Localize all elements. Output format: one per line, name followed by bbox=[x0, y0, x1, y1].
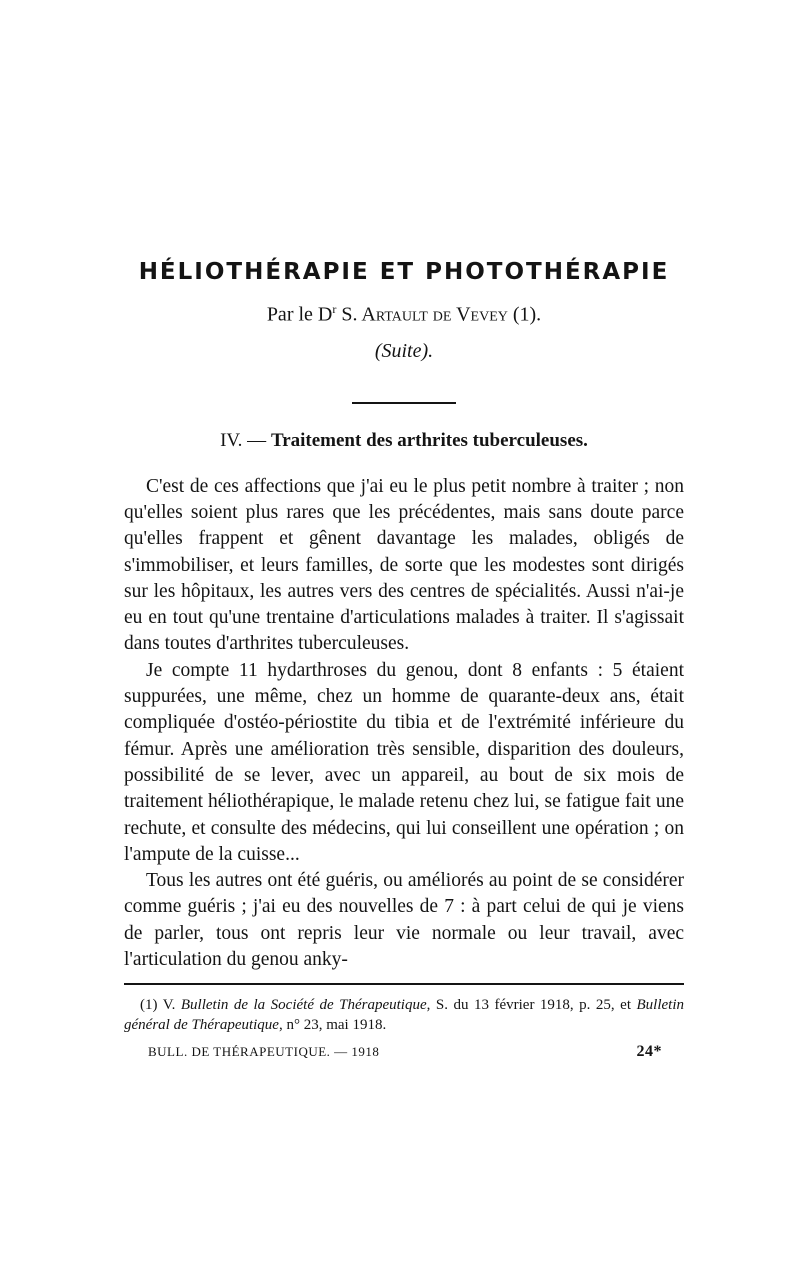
footnote-ref-1: , S. du 13 février 1918, p. 25, et bbox=[426, 997, 637, 1014]
footnote bbox=[124, 995, 684, 1035]
section-number: IV. — bbox=[220, 429, 271, 451]
document-page bbox=[124, 250, 684, 1061]
paragraph: Tous les autres ont été guéris, ou améliorés au point de se considérer comme guéris ; j'ai eu des nouvelles de 7 : à part celui de qui je viens de parler, tous ont repris leur vie normale ou leur travail, avec l'articulation du genou anky- bbox=[124, 870, 684, 970]
subtitle-text: (Suite). bbox=[374, 339, 434, 362]
paragraph: C'est de ces affections que j'ai eu le plus petit nombre à traiter ; non qu'elles soient plus rares que les précédentes, mais sans doute parce qu'elles frappent et gênent davantage les malades, obligés de s'immobiliser, et leurs familles, de sorte que les modestes sont dirigés sur les hôpitaux, les autres vers des centres de spécialités. Aussi n'ai-je eu en tout qu'une trentaine d'articulations malades à traiter. Il s'agissait dans toutes d'arthrites tuberculeuses. bbox=[124, 475, 684, 655]
footnote-text bbox=[124, 995, 684, 1035]
article-byline bbox=[124, 296, 684, 328]
byline-sup: r bbox=[332, 302, 337, 316]
article-subtitle bbox=[124, 338, 684, 364]
running-footer-journal: BULL. DE THÉRAPEUTIQUE. — 1918 bbox=[148, 1044, 380, 1060]
footnote-divider bbox=[124, 983, 684, 985]
footnote-journal-2: Bulletin général de Thérapeutique bbox=[124, 997, 684, 1034]
footnote-ref-2: , n° 23, mai 1918. bbox=[278, 1017, 387, 1034]
body-text bbox=[124, 474, 684, 974]
byline-author: S. Artault de Vevey bbox=[336, 303, 513, 326]
byline-note: (1). bbox=[512, 303, 542, 326]
title-divider bbox=[352, 402, 456, 404]
running-footer bbox=[124, 1043, 684, 1061]
section-title: Traitement des arthrites tuberculeuses. bbox=[270, 429, 588, 451]
byline-prefix: Par le D bbox=[266, 303, 333, 326]
page-number: 24* bbox=[636, 1043, 662, 1061]
article-title: HÉLIOTHÉRAPIE ET PHOTOTHÉRAPIE bbox=[138, 259, 670, 285]
footnote-marker: (1) V. bbox=[140, 997, 181, 1014]
footnote-journal-1: Bulletin de la Société de Thérapeutique bbox=[180, 997, 427, 1014]
paragraph: Je compte 11 hydarthroses du genou, dont 8 enfants : 5 étaient suppurées, une même, chez un homme de quarante-deux ans, était compliquée d'ostéo-périostite du tibia et de l'extrémité inférieure du fémur. Après une amélioration très sensible, disparition des douleurs, possibilité de se lever, avec un appareil, au bout de six mois de traitement héliothérapique, le malade retenu chez lui, se fatigue fait une rechute, et consulte des médecins, qui lui conseillent une opération ; on l'ampute de la cuisse... bbox=[124, 659, 684, 865]
section-heading bbox=[124, 428, 684, 454]
